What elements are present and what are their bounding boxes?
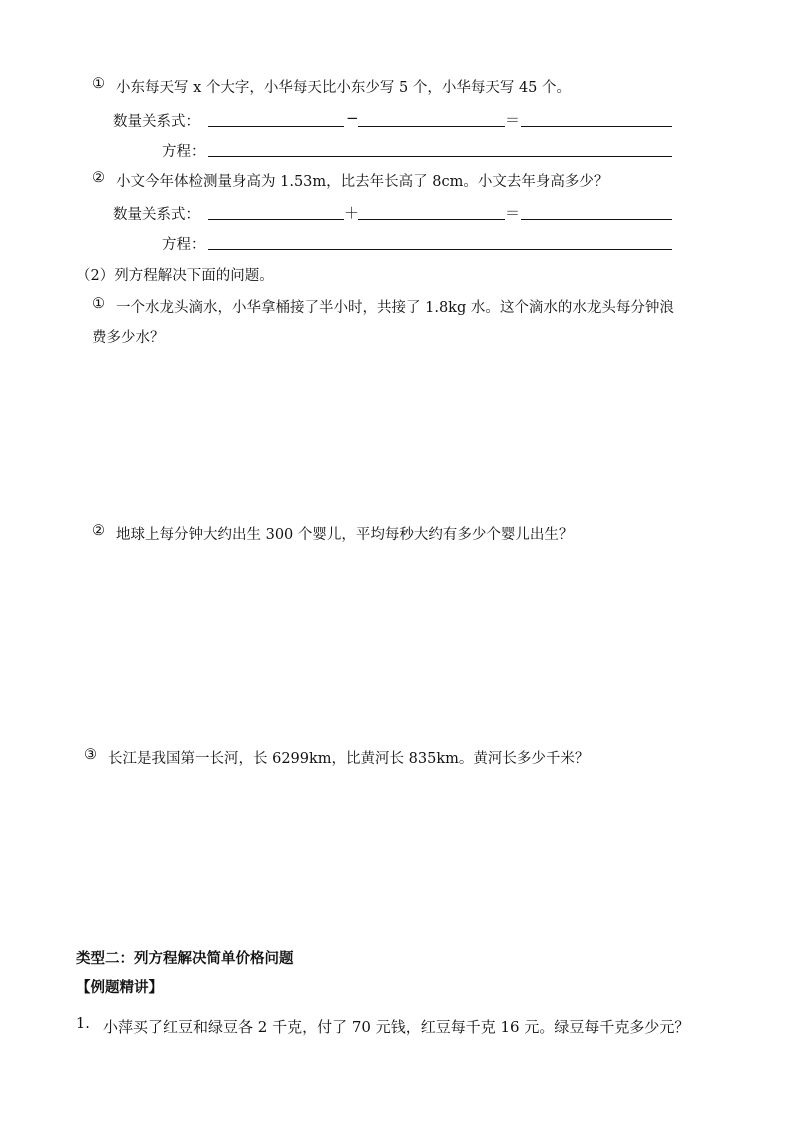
part-2-q3-number: ③ [84,747,97,763]
equation-label-1: 方程： [162,144,206,160]
question-1-text: 小东每天写 x 个大字，小华每天比小东少写 5 个，小华每天写 45 个。 [116,80,572,96]
question-2-text: 小文今年体检测量身高为 1.53m，比去年长高了 8cm。小文去年身高多少？ [116,174,609,190]
example-1-number: 1. [76,1016,90,1032]
equation-blank-2[interactable] [208,249,672,250]
question-2-number: ② [92,170,105,186]
part-2-q1-number: ① [92,296,105,312]
part-2-q2-text: 地球上每分钟大约出生 300 个婴儿，平均每秒大约有多少个婴儿出生？ [116,527,574,543]
relation-blank-2a[interactable] [208,219,344,220]
equals-sign-1: ＝ [505,111,521,129]
part-2-q1-text-line1: 一个水龙头滴水，小华拿桶接了半小时，共接了 1.8kg 水。这个滴水的水龙头每分钟浪 [116,300,674,316]
part-2-q2-number: ② [92,523,105,539]
part-2-heading: （2）列方程解决下面的问题。 [76,268,274,284]
equation-label-2: 方程： [162,237,206,253]
equation-blank-1[interactable] [208,156,672,157]
relation-label-1: 数量关系式： [113,114,200,130]
section-2-subtitle: 【例题精讲】 [76,980,163,996]
relation-blank-2c[interactable] [521,219,672,220]
relation-label-2: 数量关系式： [113,207,200,223]
plus-sign: ＋ [344,204,360,222]
equals-sign-2: ＝ [505,204,521,222]
example-1-text: 小萍买了红豆和绿豆各 2 千克，付了 70 元钱，红豆每千克 16 元。绿豆每千克多少元？ [103,1018,690,1036]
relation-blank-1c[interactable] [521,126,672,127]
relation-blank-2b[interactable] [358,219,505,220]
relation-blank-1a[interactable] [208,126,344,127]
part-2-q3-text: 长江是我国第一长河，长 6299km，比黄河长 835km。黄河长多少千米？ [108,751,590,767]
question-1-number: ① [92,76,105,92]
relation-blank-1b[interactable] [358,126,505,127]
section-2-title: 类型二：列方程解决简单价格问题 [76,951,294,967]
part-2-q1-text-line2: 费多少水？ [92,330,165,346]
minus-sign: − [346,109,359,127]
